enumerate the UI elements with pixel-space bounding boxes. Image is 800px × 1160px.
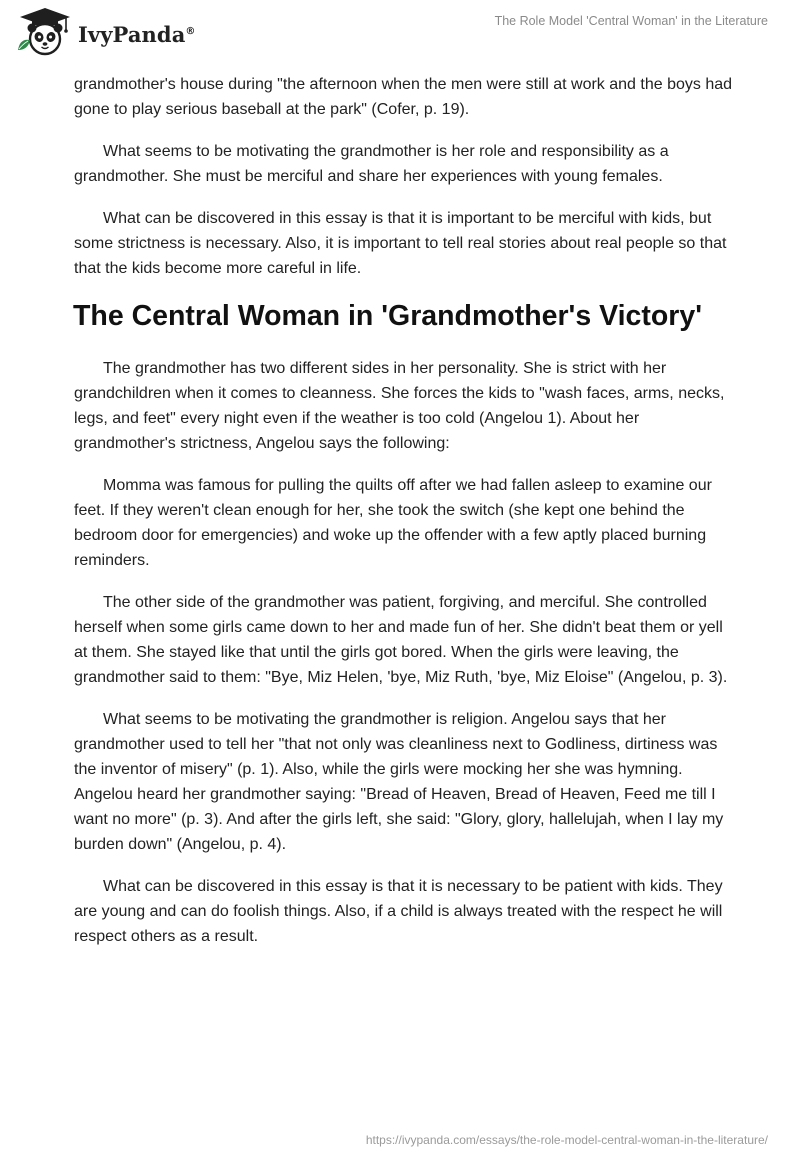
paragraph: What can be discovered in this essay is that it is necessary to be patient with kids. They are young and can do foolish things. Also, if a child is always treated with the respect he will respect others as a result.: [74, 878, 723, 945]
registered-mark: ®: [185, 25, 196, 37]
paragraph: The other side of the grandmother was patient, forgiving, and merciful. She controlled herself when some girls came down to her and made fun of her. She didn't beat them or yell at them. She stayed like that until the girls got bored. When the girls were leaving, the grandmother said to them: "Bye, Miz Helen, 'bye, Miz Ruth, 'bye, Miz Eloise" (Angelou, p. 3).: [74, 594, 728, 686]
page-header: [0, 0, 800, 72]
paragraph: What can be discovered in this essay is that it is important to be merciful with kids, but some strictness is necessary. Also, it is important to tell real stories about real people so that that the kids become more careful in life.: [74, 210, 727, 277]
block-quote: Momma was famous for pulling the quilts off after we had fallen asleep to examine our feet. If they weren't clean enough for her, she took the switch (she kept one behind the bedroom door for emergencies) and woke up the offender with a few aptly placed burning reminders.: [74, 477, 712, 569]
brand-name: IvyPanda®: [78, 21, 196, 47]
paragraph: grandmother's house during "the afternoon when the men were still at work and the boys had gone to play serious baseball at the park" (Cofer, p. 19).: [74, 76, 733, 118]
essay-body: [74, 72, 734, 966]
source-url[interactable]: https://ivypanda.com/essays/the-role-model-central-woman-in-the-literature/: [365, 1133, 768, 1147]
panda-graduate-icon: [14, 6, 76, 58]
paragraph: What seems to be motivating the grandmother is religion. Angelou says that her grandmother used to tell her "that not only was cleanliness next to Godliness, dirtiness was the inventor of misery" (p. 1). Also, while the girls were mocking her she was hymning. Angelou heard her grandmother saying: "Bread of Heaven, Bread of Heaven, Feed me till I want no more" (p. 3). And after the girls left, she said: "Glory, glory, hallelujah, when I lay my burden down" (Angelou, p. 4).: [74, 711, 724, 853]
ivypanda-logo[interactable]: [14, 6, 196, 58]
section-heading: The Central Woman in 'Grandmother's Victory': [73, 300, 702, 332]
paragraph: The grandmother has two different sides in her personality. She is strict with her grandchildren when it comes to cleanness. She forces the kids to "wash faces, arms, necks, legs, and feet" every night even if the weather is too cold (Angelou 1). About her grandmother's strictness, Angelou says the following:: [74, 360, 725, 452]
paragraph: What seems to be motivating the grandmother is her role and responsibility as a grandmother. She must be merciful and share her experiences with young females.: [74, 143, 669, 185]
document-title: The Role Model 'Central Woman' in the Literature: [494, 14, 768, 28]
